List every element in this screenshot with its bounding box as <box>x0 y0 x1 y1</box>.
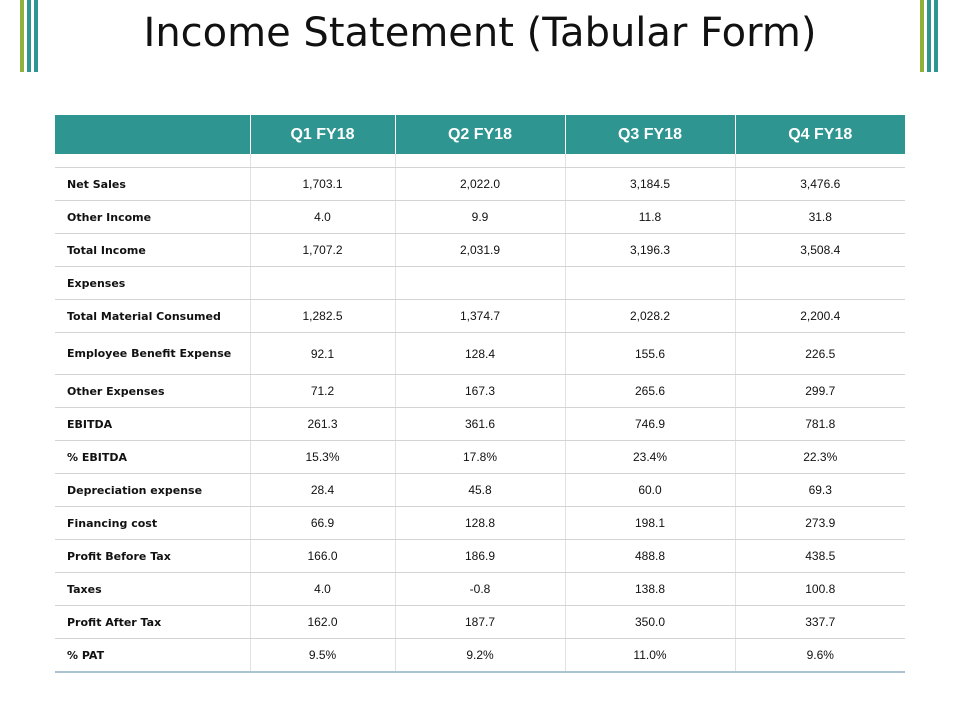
header-corner-cell <box>55 115 250 154</box>
table-header-row <box>55 115 905 154</box>
row-label: Net Sales <box>55 168 250 201</box>
table-row <box>55 540 905 573</box>
table-row <box>55 300 905 333</box>
value-cell: 337.7 <box>735 606 905 639</box>
table-row <box>55 234 905 267</box>
value-cell: 71.2 <box>250 375 395 408</box>
column-header-q4: Q4 FY18 <box>735 115 905 154</box>
table-row <box>55 267 905 300</box>
value-cell: 186.9 <box>395 540 565 573</box>
value-cell: 15.3% <box>250 441 395 474</box>
value-cell: 3,184.5 <box>565 168 735 201</box>
row-label: Total Material Consumed <box>55 300 250 333</box>
row-label: Expenses <box>55 267 250 300</box>
value-cell: 69.3 <box>735 474 905 507</box>
value-cell: 23.4% <box>565 441 735 474</box>
value-cell: 128.4 <box>395 333 565 375</box>
value-cell: 9.2% <box>395 639 565 673</box>
value-cell: 1,703.1 <box>250 168 395 201</box>
value-cell: 781.8 <box>735 408 905 441</box>
value-cell: 2,022.0 <box>395 168 565 201</box>
table-row <box>55 474 905 507</box>
value-cell: 9.5% <box>250 639 395 673</box>
table-row <box>55 441 905 474</box>
value-cell: 60.0 <box>565 474 735 507</box>
page-title: Income Statement (Tabular Form) <box>143 10 817 56</box>
value-cell <box>250 267 395 300</box>
table-row <box>55 333 905 375</box>
value-cell: 3,196.3 <box>565 234 735 267</box>
spacer-row <box>55 154 905 168</box>
column-header-q1: Q1 FY18 <box>250 115 395 154</box>
row-label: Taxes <box>55 573 250 606</box>
row-label: Profit Before Tax <box>55 540 250 573</box>
table-row <box>55 375 905 408</box>
table-row <box>55 168 905 201</box>
value-cell: 31.8 <box>735 201 905 234</box>
value-cell <box>565 267 735 300</box>
value-cell: 350.0 <box>565 606 735 639</box>
row-label: Depreciation expense <box>55 474 250 507</box>
row-label: % PAT <box>55 639 250 673</box>
value-cell: 3,476.6 <box>735 168 905 201</box>
value-cell: 11.8 <box>565 201 735 234</box>
table-row <box>55 201 905 234</box>
column-header-q2: Q2 FY18 <box>395 115 565 154</box>
value-cell: 22.3% <box>735 441 905 474</box>
row-label: Profit After Tax <box>55 606 250 639</box>
column-header-q3: Q3 FY18 <box>565 115 735 154</box>
value-cell: 166.0 <box>250 540 395 573</box>
value-cell: 746.9 <box>565 408 735 441</box>
row-label: % EBITDA <box>55 441 250 474</box>
value-cell: 3,508.4 <box>735 234 905 267</box>
table-row <box>55 507 905 540</box>
value-cell: 488.8 <box>565 540 735 573</box>
income-statement-table <box>55 115 905 673</box>
value-cell: 138.8 <box>565 573 735 606</box>
value-cell: 1,282.5 <box>250 300 395 333</box>
value-cell: 2,031.9 <box>395 234 565 267</box>
row-label: EBITDA <box>55 408 250 441</box>
value-cell: 9.9 <box>395 201 565 234</box>
value-cell: 28.4 <box>250 474 395 507</box>
table-row <box>55 408 905 441</box>
value-cell: 1,707.2 <box>250 234 395 267</box>
table-row <box>55 639 905 673</box>
value-cell: 100.8 <box>735 573 905 606</box>
row-label: Financing cost <box>55 507 250 540</box>
value-cell <box>395 267 565 300</box>
value-cell: -0.8 <box>395 573 565 606</box>
value-cell: 11.0% <box>565 639 735 673</box>
row-label: Total Income <box>55 234 250 267</box>
value-cell: 4.0 <box>250 201 395 234</box>
value-cell: 128.8 <box>395 507 565 540</box>
value-cell: 45.8 <box>395 474 565 507</box>
value-cell: 167.3 <box>395 375 565 408</box>
value-cell: 273.9 <box>735 507 905 540</box>
value-cell: 187.7 <box>395 606 565 639</box>
value-cell: 198.1 <box>565 507 735 540</box>
value-cell: 226.5 <box>735 333 905 375</box>
value-cell: 92.1 <box>250 333 395 375</box>
value-cell: 155.6 <box>565 333 735 375</box>
value-cell: 261.3 <box>250 408 395 441</box>
table-row <box>55 573 905 606</box>
value-cell <box>735 267 905 300</box>
row-label: Other Income <box>55 201 250 234</box>
value-cell: 265.6 <box>565 375 735 408</box>
table-row <box>55 606 905 639</box>
income-statement-table-container <box>55 115 905 673</box>
value-cell: 4.0 <box>250 573 395 606</box>
value-cell: 1,374.7 <box>395 300 565 333</box>
value-cell: 162.0 <box>250 606 395 639</box>
value-cell: 361.6 <box>395 408 565 441</box>
value-cell: 17.8% <box>395 441 565 474</box>
value-cell: 66.9 <box>250 507 395 540</box>
value-cell: 438.5 <box>735 540 905 573</box>
row-label: Other Expenses <box>55 375 250 408</box>
value-cell: 9.6% <box>735 639 905 673</box>
value-cell: 2,200.4 <box>735 300 905 333</box>
value-cell: 2,028.2 <box>565 300 735 333</box>
value-cell: 299.7 <box>735 375 905 408</box>
row-label: Employee Benefit Expense <box>55 333 250 375</box>
